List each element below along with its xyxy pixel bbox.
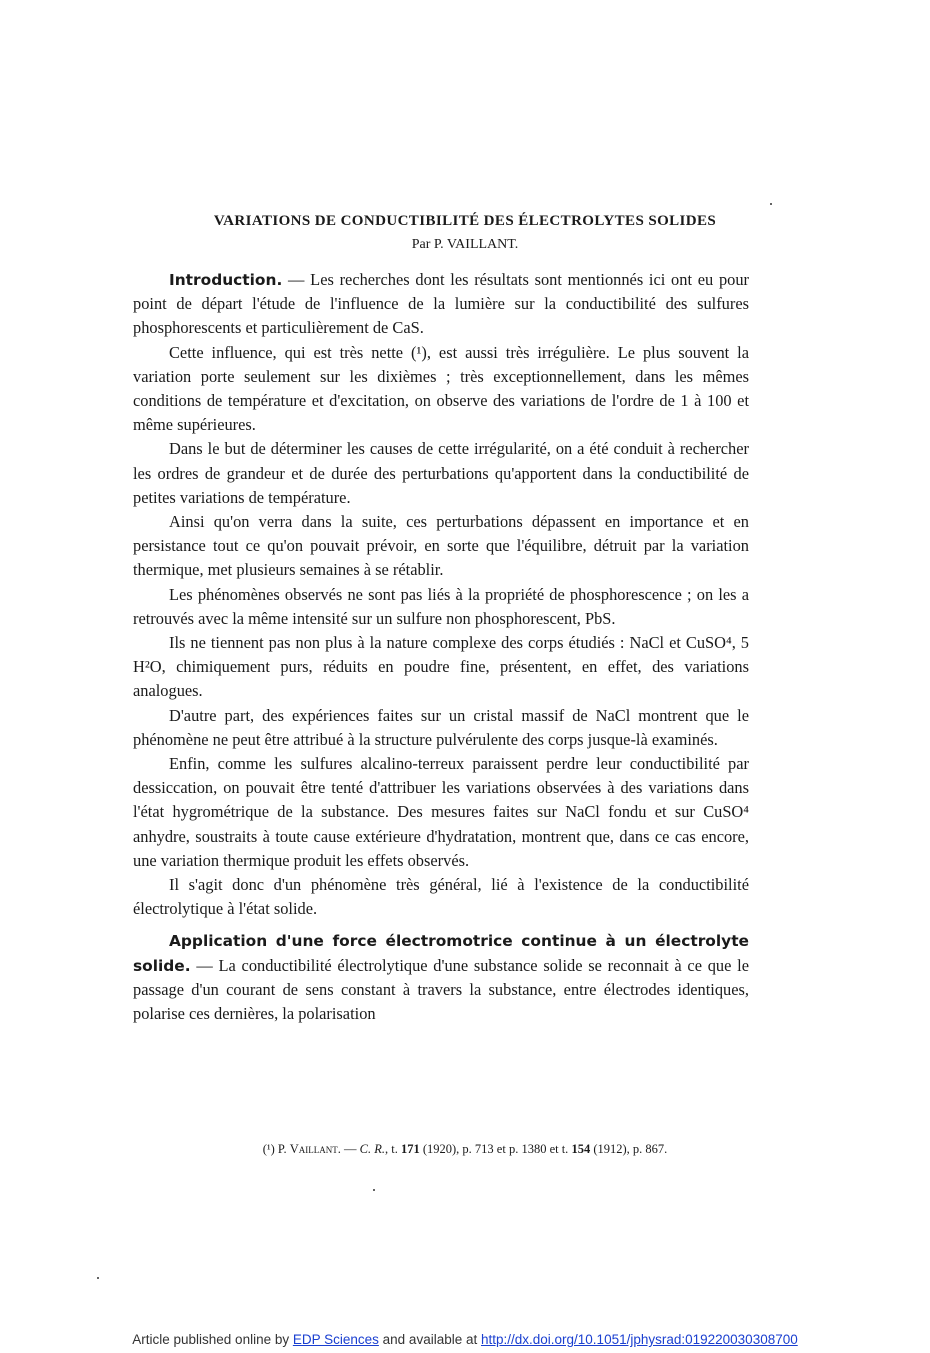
- footnote-journal: C. R.: [359, 1142, 385, 1156]
- footnote-text: . —: [337, 1142, 360, 1156]
- scan-speck: [770, 203, 772, 205]
- footnote-text: (1920), p. 713 et p. 1380 et t.: [419, 1142, 572, 1156]
- paragraph-application: [133, 929, 749, 1026]
- doi-link[interactable]: http://dx.doi.org/10.1051/jphysrad:019220030308700: [480, 1332, 798, 1347]
- footnote-volume: 171: [400, 1142, 420, 1156]
- section-heading-introduction: Introduction.: [169, 271, 283, 289]
- paragraph: Il s'agit donc d'un phénomène très général, lié à l'existence de la conductibilité électrolytique à l'état solide.: [133, 875, 749, 919]
- paragraph: Dans le but de déterminer les causes de cette irrégularité, on a été conduit à rechercher les ordres de grandeur et de durée des perturbations qu'apportent dans la conductibilité de petites variations de température.: [133, 439, 749, 507]
- paragraph: D'autre part, des expériences faites sur un cristal massif de NaCl montrent que le phénomène ne peut être attribué à la structure pulvérulente des corps jusque-là examinés.: [133, 705, 749, 749]
- section-heading-application: Application d'une force électromotrice continue à un électrolyte solide.: [133, 932, 749, 975]
- footnote-volume: 154: [571, 1142, 591, 1156]
- publisher-text: Article published online by: [132, 1332, 293, 1347]
- paragraph-text: — Les recherches dont les résultats sont mentionnés ici ont eu pour point de départ l'étude de l'influence de la lumière sur la conductibilité des sulfures phosphorescents et particulièrement de CaS.: [133, 270, 749, 338]
- article-body: [133, 268, 749, 1026]
- paragraph-text: — La conductibilité électrolytique d'une substance solide se reconnait à ce que le passage d'un courant de sens constant à travers la substance, entre électrodes identiques, polarise ces dernières, la polarisation: [133, 955, 749, 1024]
- paragraph-introduction: [133, 268, 749, 341]
- scan-speck: [373, 1189, 375, 1191]
- article-title: VARIATIONS DE CONDUCTIBILITÉ DES ÉLECTROLYTES SOLIDES: [213, 213, 717, 229]
- paragraph: Enfin, comme les sulfures alcalino-terreux paraissent perdre leur conductibilité par dessiccation, on pouvait être tenté d'attribuer les variations observées à des variations dans l'état hygrométrique de la substance. Des mesures faites sur NaCl fondu et sur CuSO⁴ anhydre, soustraits à toute cause extérieure d'hydratation, montrent que, dans ce cas encore, une variation thermique produit les effets observés.: [133, 754, 749, 870]
- edp-sciences-link[interactable]: EDP Sciences: [292, 1332, 379, 1347]
- footnote-text: , t.: [384, 1142, 401, 1156]
- footnote-author: Vaillant: [289, 1142, 338, 1156]
- author-byline: Par P. VAILLANT.: [411, 237, 519, 252]
- paragraph: Ainsi qu'on verra dans la suite, ces perturbations dépassent en importance et en persistance tout ce qu'on pouvait prévoir, en sorte que l'équilibre, détruit par la variation thermique, met plusieurs semaines à se rétablir.: [133, 512, 749, 580]
- paragraph: Les phénomènes observés ne sont pas liés à la propriété de phosphorescence ; on les a retrouvés avec la même intensité sur un sulfure non phosphorescent, PbS.: [133, 584, 749, 628]
- publisher-text: and available at: [378, 1332, 481, 1347]
- publisher-notice: [0, 1332, 930, 1347]
- paragraph: Cette influence, qui est très nette (¹), est aussi très irrégulière. Le plus souvent la variation porte seulement sur les dixièmes ; très exceptionnellement, dans les mêmes conditions de température et d'excitation, on observe des variations de l'ordre de 1 à 100 et même supérieures.: [133, 342, 749, 435]
- footnote: [0, 1142, 930, 1157]
- paragraph: Ils ne tiennent pas non plus à la nature complexe des corps étudiés : NaCl et CuSO⁴, 5 H²O, chimiquement purs, réduits en poudre fine, présentent, en effet, des variations analogues.: [133, 633, 749, 701]
- scan-speck: [97, 1277, 99, 1279]
- footnote-text: (1912), p. 867.: [590, 1142, 668, 1156]
- footnote-marker: (¹) P.: [262, 1142, 290, 1156]
